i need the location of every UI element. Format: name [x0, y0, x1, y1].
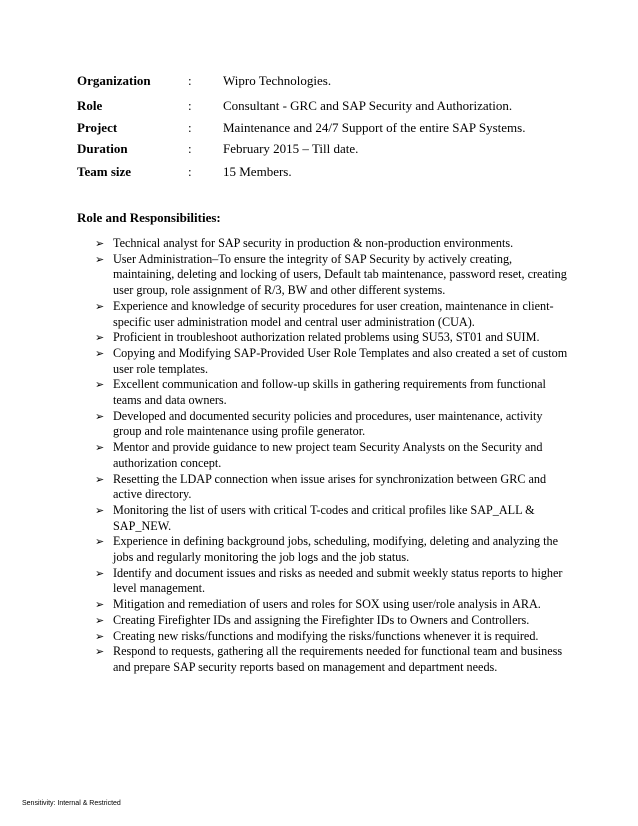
- list-item-text: User Administration–To ensure the integrity of SAP Security by actively creating, maintaining, deleting and locking of users, Default tab maintenance, password reset, creating user group, role assignment of R/3, BW and other different systems.: [113, 251, 567, 298]
- info-row-organization: [77, 73, 597, 98]
- arrow-bullet-icon: ➢: [95, 566, 105, 580]
- info-label: Duration: [77, 141, 128, 156]
- arrow-bullet-icon: ➢: [95, 472, 105, 486]
- list-item-text: Creating Firefighter IDs and assigning the Firefighter IDs to Owners and Controllers.: [113, 612, 530, 627]
- list-item: [95, 236, 570, 252]
- section-title: Role and Responsibilities:: [77, 210, 221, 225]
- info-label: Team size: [77, 164, 132, 179]
- info-colon: :: [188, 141, 192, 156]
- arrow-bullet-icon: ➢: [95, 252, 105, 266]
- arrow-bullet-icon: ➢: [95, 629, 105, 643]
- list-item: [95, 613, 570, 629]
- list-item: [95, 503, 570, 534]
- list-item-text: Developed and documented security policies and procedures, user maintenance, activity group and role maintenance using profile generator.: [113, 408, 543, 439]
- list-item-text: Experience and knowledge of security procedures for user creation, maintenance in client-specific user administration model and central user administration (CUA).: [113, 298, 554, 329]
- list-item-text: Mentor and provide guidance to new project team Security Analysts on the Security and authorization concept.: [113, 440, 543, 470]
- info-label: Organization: [77, 73, 151, 88]
- arrow-bullet-icon: ➢: [95, 331, 105, 345]
- list-item-text: Excellent communication and follow-up skills in gathering requirements from functional teams and data owners.: [113, 377, 546, 408]
- list-item-text: Proficient in troubleshoot authorization related problems using SU53, ST01 and SUIM.: [113, 330, 540, 345]
- list-item: [95, 330, 570, 346]
- list-item-text: Resetting the LDAP connection when issue arises for synchronization between GRC and active directory.: [113, 471, 547, 502]
- arrow-bullet-icon: ➢: [95, 645, 105, 659]
- info-colon: :: [188, 120, 192, 135]
- info-value: February 2015 – Till date.: [223, 141, 359, 156]
- list-item-text: Technical analyst for SAP security in production & non-production environments.: [113, 236, 514, 250]
- info-colon: :: [188, 98, 192, 113]
- list-item: [95, 346, 570, 377]
- arrow-bullet-icon: ➢: [95, 598, 105, 612]
- list-item: [95, 472, 570, 503]
- list-item: [95, 566, 570, 597]
- list-item: [95, 629, 570, 645]
- list-item: [95, 440, 570, 471]
- list-item: [95, 409, 570, 440]
- list-item-text: Copying and Modifying SAP-Provided User Role Templates and also created a set of custom user role templates.: [113, 345, 568, 376]
- arrow-bullet-icon: ➢: [95, 346, 105, 360]
- info-row-team-size: [77, 164, 597, 185]
- info-value: Consultant - GRC and SAP Security and Authorization.: [223, 98, 513, 113]
- arrow-bullet-icon: ➢: [95, 237, 105, 250]
- info-row-project: [77, 120, 597, 141]
- info-value: Wipro Technologies.: [223, 73, 332, 88]
- info-value: Maintenance and 24/7 Support of the entire SAP Systems.: [223, 120, 526, 135]
- info-row-duration: [77, 141, 597, 164]
- info-value: 15 Members.: [223, 164, 292, 179]
- list-item-text: Monitoring the list of users with critical T-codes and critical profiles like SAP_ALL & SAP_NEW.: [113, 502, 535, 533]
- info-label: Project: [77, 120, 118, 135]
- arrow-bullet-icon: ➢: [95, 409, 105, 423]
- info-colon: :: [188, 73, 192, 88]
- list-item: [95, 644, 570, 675]
- info-row-role: [77, 98, 597, 120]
- list-item-text: Mitigation and remediation of users and roles for SOX using user/role analysis in ARA.: [113, 597, 541, 612]
- responsibilities-list: [95, 236, 570, 676]
- list-item: [95, 597, 570, 613]
- arrow-bullet-icon: ➢: [95, 613, 105, 627]
- arrow-bullet-icon: ➢: [95, 535, 105, 549]
- arrow-bullet-icon: ➢: [95, 441, 105, 455]
- list-item: [95, 377, 570, 408]
- info-colon: :: [188, 164, 192, 179]
- list-item-text: Experience in defining background jobs, scheduling, modifying, deleting and analyzing the jobs and regularly monitoring the job logs and the job status.: [113, 534, 559, 565]
- sensitivity-footer: Sensitivity: Internal & Restricted: [22, 800, 121, 807]
- list-item-text: Identify and document issues and risks as needed and submit weekly status reports to higher level management.: [113, 565, 563, 596]
- list-item-text: Respond to requests, gathering all the requirements needed for functional team and business and prepare SAP security reports based on management and department needs.: [113, 644, 563, 674]
- arrow-bullet-icon: ➢: [95, 378, 105, 392]
- project-info-table: [77, 73, 597, 185]
- arrow-bullet-icon: ➢: [95, 299, 105, 313]
- list-item: [95, 534, 570, 565]
- arrow-bullet-icon: ➢: [95, 503, 105, 517]
- list-item-text: Creating new risks/functions and modifying the risks/functions whenever it is required.: [113, 628, 539, 643]
- info-label: Role: [77, 98, 103, 113]
- list-item: [95, 299, 570, 330]
- list-item: [95, 252, 570, 299]
